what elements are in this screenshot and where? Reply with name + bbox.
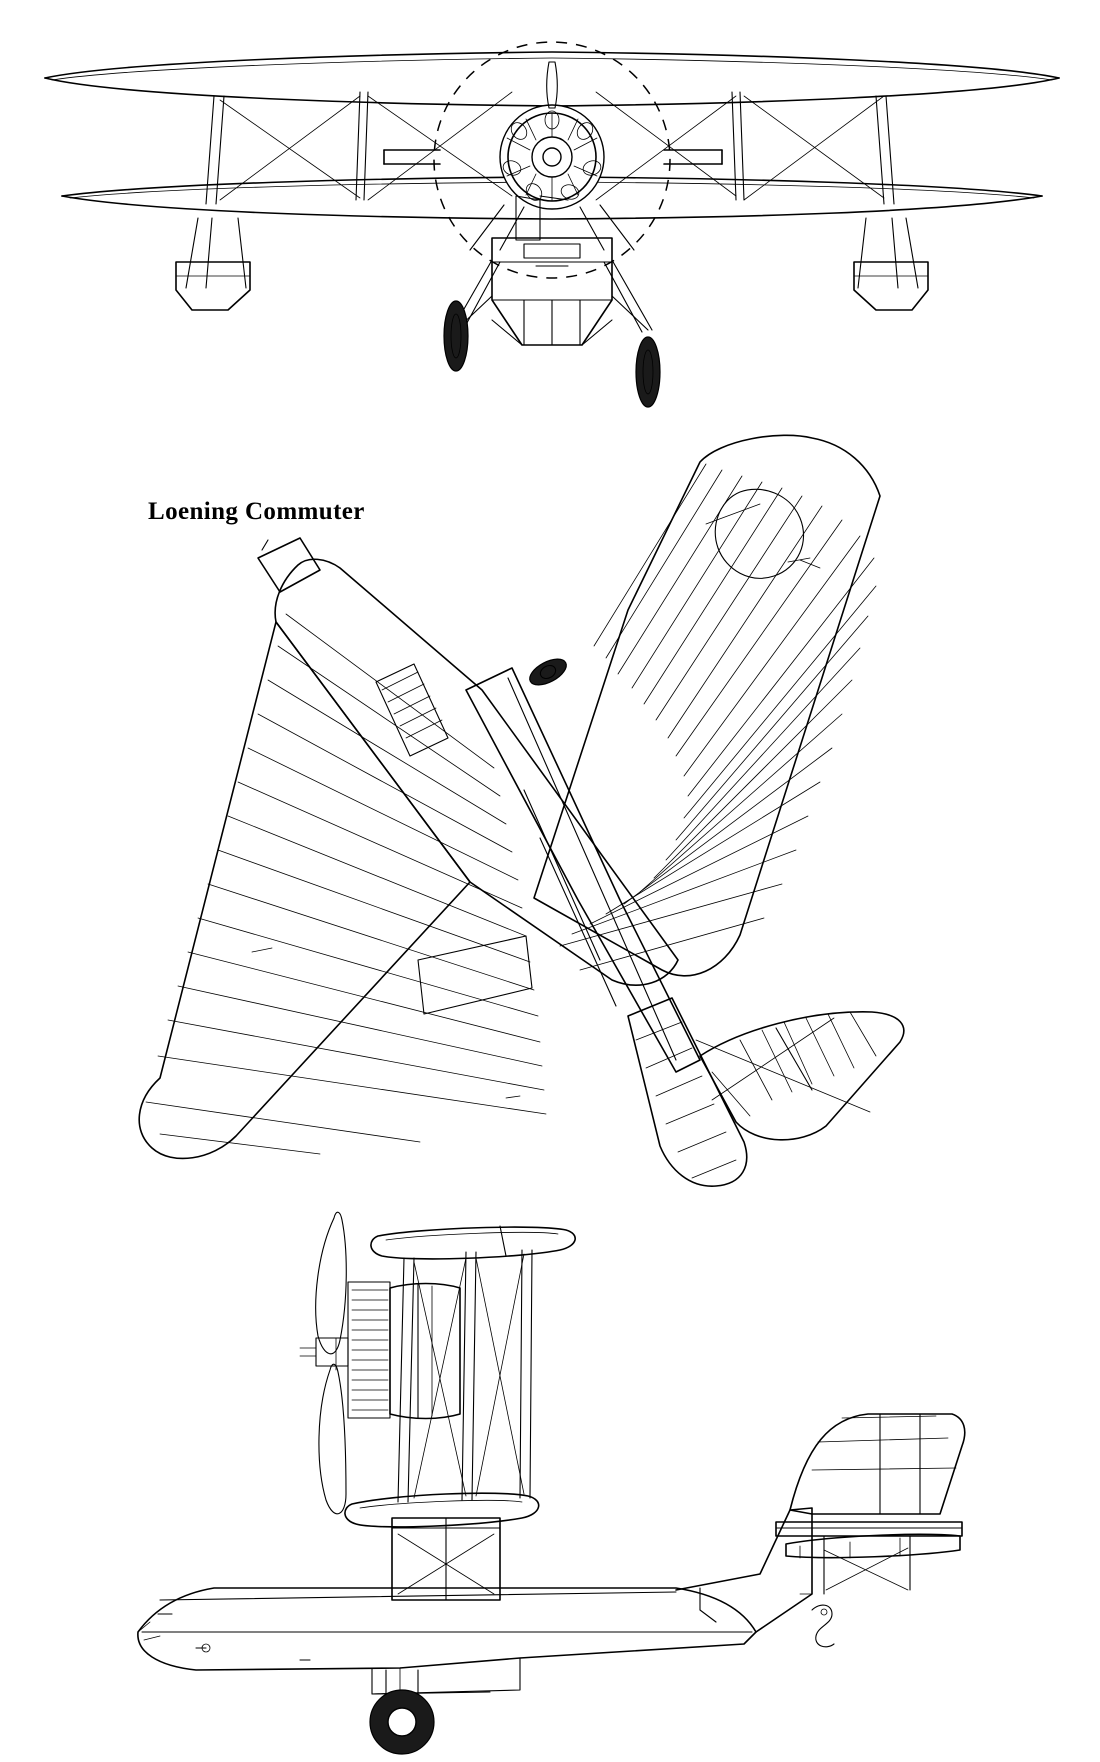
upper-wing-cutout [706, 489, 820, 578]
stabilizer-ribs [712, 1012, 876, 1116]
hull-fuselage [492, 238, 612, 345]
horizontal-tail-side [776, 1522, 962, 1558]
bow-detail [138, 1622, 160, 1640]
rudder-ribs [636, 1022, 736, 1178]
cockpit-plan [376, 664, 448, 756]
tail-bracing-struts-side [824, 1536, 910, 1594]
front-elevation-view [0, 0, 1100, 420]
cylinder-stack [352, 1290, 388, 1410]
page-title: Loening Commuter [148, 498, 365, 525]
lower-wing-side [345, 1493, 539, 1527]
logo-mark [812, 1605, 834, 1647]
aileron-panel [418, 936, 532, 1014]
main-wheel-side [370, 1670, 434, 1754]
upper-wing-ribs [560, 464, 876, 970]
upper-wing-plan [534, 435, 880, 976]
rear-fuselage-side [676, 1508, 812, 1632]
lower-wing-plan [139, 559, 678, 1158]
plan-view [0, 400, 1100, 1200]
propeller-blade [547, 62, 558, 108]
front-elevation-svg [0, 0, 1100, 420]
upper-wing [45, 52, 1059, 106]
side-elevation-svg [0, 1170, 1100, 1760]
horizontal-stabilizer-plan [700, 1012, 904, 1140]
upper-wing-side [371, 1226, 575, 1259]
radial-engine [500, 105, 604, 209]
wingtip-float-left [176, 218, 250, 310]
wingtip-float-right [854, 218, 928, 310]
plan-view-svg [0, 400, 1100, 1200]
tail-skid-and-marking [700, 1594, 834, 1647]
propeller-side [316, 1212, 347, 1514]
tail-fin-side [790, 1414, 965, 1514]
side-elevation-view [0, 1170, 1100, 1760]
